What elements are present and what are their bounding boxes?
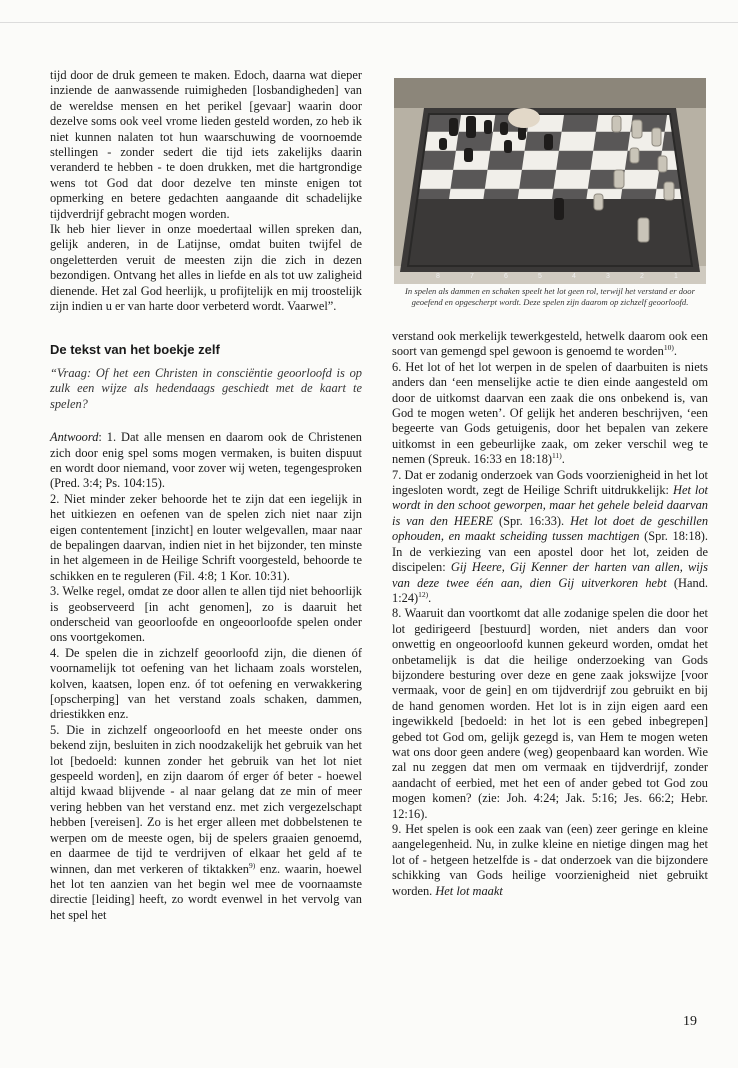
rank-label: 7 <box>470 273 474 280</box>
rank-label: 2 <box>640 273 644 280</box>
paragraph-intro: tijd door de druk gemeen te maken. Edoch, daarna wat dieper inziende de aanwassende ruimigheden [losbandigheden] van de wereldse mensen en het perikel [gevaar] waarin door dezelve soms ook veel vrome lieden gesteld worden, zo heb ik niet kunnen nalaten tot hun waarschuwing de voornoemde stellingen - zonder sedert die tijd iets zakelijks daarin veranderd te hebben - te doen drukken, met die hartgrondige wens tot God dat door dezelve ten minste enigen tot opmerking en betere gedachten aangaande dit schadelijke tijdverdrijf gebracht mogen worden. <box>50 68 362 221</box>
answer-label: Antwoord <box>50 430 99 445</box>
paragraph-5 <box>50 723 362 923</box>
paragraph-5-text-a: 5. Die in zichzelf ongeoorloofd en het meeste onder ons bekend zijn, besluiten in zich noodzakelijk het gebruik van het lot [bedoeld: kunnen zonder het gebruik van het lot niet gespeeld worden], en zijn daarom óf erger óf beter - hoewel altijd kwaad blijvende - al naar gelang dat ze min of meer vering hebben van het verstand enz. met zich vergezelschapt hebben [vereisen]. Zo is het erger alleen met dobbelstenen te werpen om de meeste ogen, bij de spelers graaien genoemd, en daarmee de tijd te verdrijven of elkaar het geld af te winnen, dan met verkeren of tiktakken <box>50 722 362 876</box>
rank-label: 1 <box>674 273 678 280</box>
chess-photo <box>394 78 706 284</box>
paragraph-4: 4. De spelen die in zichzelf geoorloofd zijn, die dienen óf voornamelijk tot oefening van het lichaam zoals worstelen, kolven, kaatsen, lopen enz. óf tot oefening en verwakkering [opscherping] van het verstand zoals schaken, dammen, driestikken enz. <box>50 645 362 722</box>
left-column <box>50 68 362 923</box>
paragraph-3: 3. Welke regel, omdat ze door allen te allen tijd niet behoorlijk is geobserveerd [in acht genomen], zo is daaruit het onderscheid van geoorloofde en ongeoorloofde spelen onder ons voortgekomen. <box>50 584 362 645</box>
paragraph-5-text-b: enz. waarin, hoewel het lot ten aanzien van het begin wel mee de voornaamste directie [leiding] heeft, zo wordt evenwel in het vervolg van het spel het <box>50 861 362 922</box>
scripture-quote-3: Gij Heere, Gij Kenner der harten van allen, wijs van deze twee één aan, dien Gij uitverkoren hebt <box>392 560 709 590</box>
rank-label: 5 <box>538 273 542 280</box>
footnote-ref-11: 11) <box>552 451 562 461</box>
scripture-quote-1: Het lot wordt in den schoot geworpen, maar het gehele beleid daarvan is van den HEERE <box>392 483 708 528</box>
answer-paragraph-1 <box>50 430 362 492</box>
paragraph-7-text-b: (Spr. 16:33). <box>493 513 571 528</box>
paragraph-7-text-c: (Spr. 18:18). In de verkiezing van een apostel door het lot, zeiden de discipelen: <box>392 529 708 575</box>
paragraph-7-text-a: 7. Dat er zodanig onderzoek van Gods voorzienigheid in het lot ingesloten wordt, zegt de Heilige Schrift uitdrukkelijk: <box>392 467 708 498</box>
paragraph-7 <box>392 468 708 607</box>
photo-caption: In spelen als dammen en schaken speelt het lot geen rol, terwijl het verstand er door geoefend en opgescherpt wordt. Deze spelen zijn daarom op zichzelf geoorloofd. <box>405 286 695 308</box>
paragraph-8: 8. Waaruit dan voortkomt dat alle zodanige spelen die door het lot gedirigeerd [bestuurd] worden, niet anders dan voor onwettig en ongeoorloofd kunnen gekeurd worden, omdat het onbetamelijk is dat die heilige onderzoeking van Gods bijzondere besturing over deze en gene zaak jokswijze [voor vermaak, voor de gein] en om tijdverdrijf zou gebruikt en bij de hand genomen worden. Het lot is in zijn eigen aard een ingewikkeld [bedoeld: in het lot is een gebed inbegrepen] gebed tot God om, gelijk gezegd is, van Hem te mogen weten wat ons door geen andere (weg) geopenbaard kan worden. Wie zal nu zeggen dat men om vermaak en tijdverdrijf, zonder aandacht of eerbied, met het een of ander gebed tot God zou mogen komen? (zie: Joh. 4:24; Jak. 5:16; Jes. 66:2; Hebr. 12:16). <box>392 606 708 821</box>
footnote-ref-12: 12) <box>418 589 429 599</box>
rank-label: 6 <box>504 273 508 280</box>
top-rule <box>0 22 738 23</box>
paragraph-6 <box>392 360 708 468</box>
paragraph-9 <box>392 822 708 899</box>
paragraph-9-text: 9. Het spelen is ook een zaak van (een) zeer geringe en kleine aangelegenheid. Nu, in zulke kleine en nietige dingen mag het lot of - hetgeen hetzelfde is - dat onderzoek van die bijzondere schikking van Gods heilige voorzienigheid niet gebruikt worden. <box>392 822 708 898</box>
paragraph-6-text: 6. Het lot of het lot werpen in de spelen of daarbuiten is niets anders dan ‘een menselijke actie te dien einde aangesteld om door de uitkomst daarvan een zaak die ons onbekend is, van God te mogen weten’. Of gelijk het anderen beschrijven, ‘een begeerte van Gods getuigenis, door het bepalen van zekere uitkomst in een gebeurlijke zaak, om zeker verschil weg te nemen (Spreuk. 16:33 en 18:18) <box>392 359 708 467</box>
paragraph-mother-tongue: Ik heb hier liever in onze moedertaal willen spreken dan, gelijk anderen, in de Latijnse, omdat buiten twijfel de ongeletterden veruit de meesten zijn die zich in dezen bezondigen. Ontvang het alles in liefde en als tot uw zaligheid dienende. Het zal God heerlijk, u profijtelijk en mij troostelijk zijn indien u er van harte door verbeterd wordt. Vaarwel”. <box>50 222 362 314</box>
section-heading: De tekst van het boekje zelf <box>50 341 220 357</box>
page-number: 19 <box>683 1014 697 1029</box>
rank-label: 3 <box>606 273 610 280</box>
paragraph-continued-end: . <box>673 344 677 359</box>
answer-text: : 1. Dat alle mensen en daarom ook de Christenen zich door enig spel soms mogen vermaken, is buiten dispuut en wordt door niemand, voor zover wij weten, tegengesproken (Pred. 3:4; Ps. 104:15). <box>50 430 362 491</box>
footnote-ref-10: 10) <box>663 343 674 353</box>
paragraph-7-text-e: . <box>428 590 432 605</box>
paragraph-2: 2. Niet minder zeker behoorde het te zijn dat een iegelijk in het uitkiezen en oefenen van de spelen zich niet naar zijn eigen contentement [inzicht] en louter welgevallen, maar naar de bepalingen daarvan, indien niet in het bijzonder, ten minste in het algemeen in de Heilige Schrift voorgesteld, behoorde te schikken en te reguleren (Fil. 4:8; 1 Kor. 10:31). <box>50 491 362 583</box>
rank-label: 8 <box>436 273 440 280</box>
rank-label: 4 <box>572 273 576 280</box>
question-paragraph: “Vraag: Of het een Christen in consciëntie geoorloofd is op zulk een wijze als hedendaags geschiedt met de kaart te spelen? <box>50 365 362 411</box>
paragraph-continued-text: verstand ook merkelijk tewerkgesteld, hetwelk daarom ook een soort van gemengd spel gewoon is genoemd te worden <box>392 329 708 359</box>
paragraph-9-emphasis: Het lot maakt <box>435 883 503 898</box>
footnote-ref-9: 9) <box>248 860 256 870</box>
paragraph-6-end: . <box>561 452 565 467</box>
right-column <box>392 329 708 899</box>
paragraph-continued <box>392 329 708 360</box>
scripture-quote-2: Het lot doet de geschillen ophouden, en maakt scheiding tussen machtigen <box>392 513 709 544</box>
paragraph-7-text-d: (Hand. 1:24) <box>392 575 708 605</box>
